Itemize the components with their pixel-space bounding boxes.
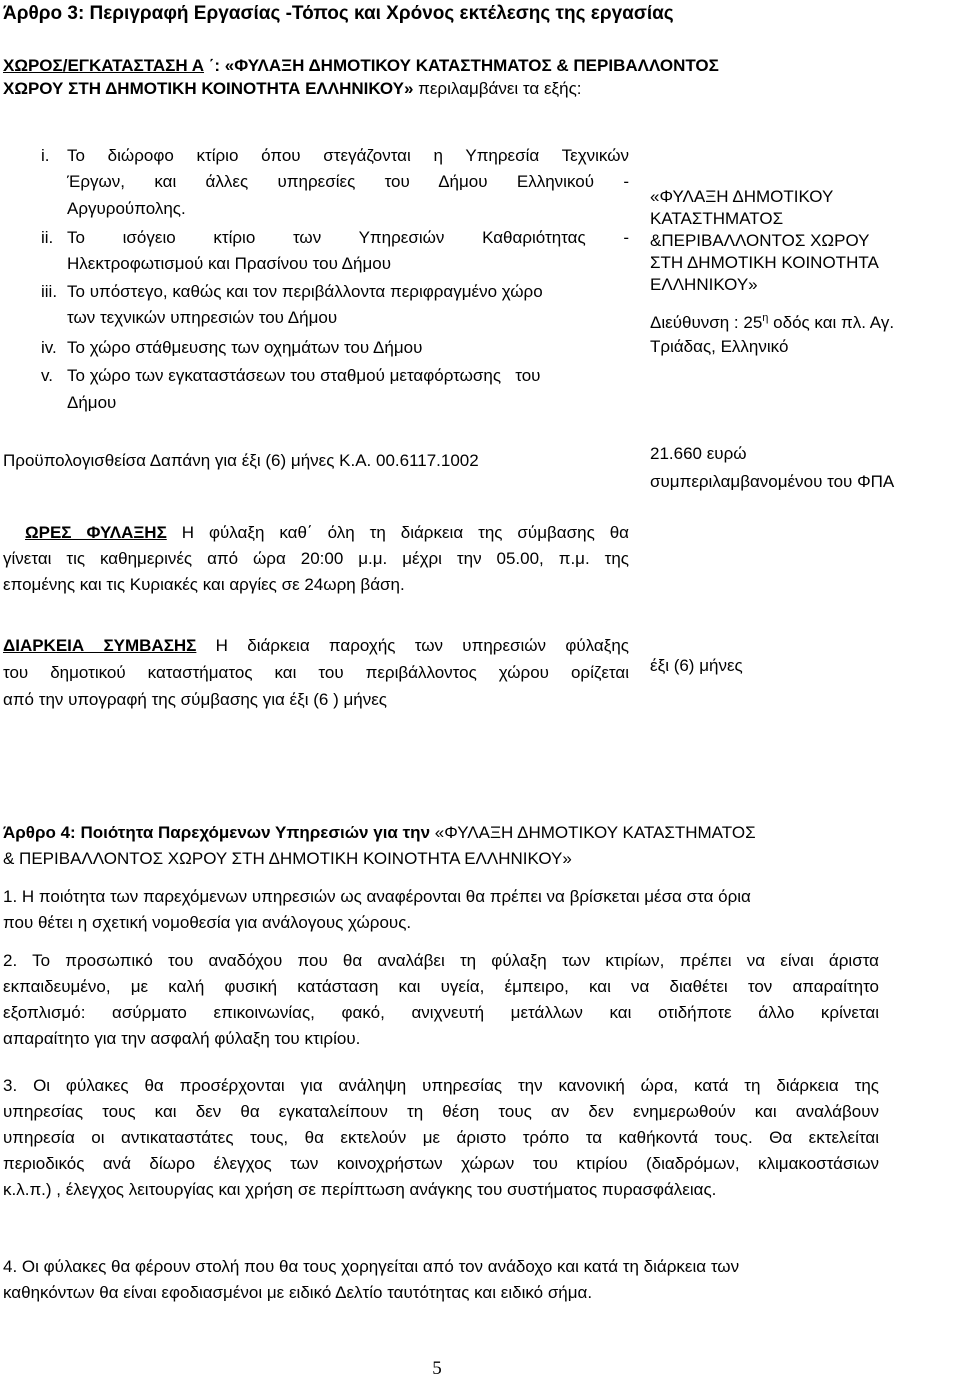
guard-hours-heading: ΩΡΕΣ ΦΥΛΑΞΗΣ: [25, 523, 167, 542]
paragraph-number: 1.: [3, 887, 18, 906]
location-label: ΧΩΡΟΣ/ΕΓΚΑΤΑΣΤΑΣΗ Α: [3, 56, 205, 75]
facility-name-line: ΚΑΤΑΣΤΗΜΑΤΟΣ: [650, 209, 784, 228]
budget-vat-note: συμπεριλαμβανομένου του ΦΠΑ: [650, 472, 895, 491]
contract-duration-heading: ΔΙΑΡΚΕΙΑ ΣΥΜΒΑΣΗΣ: [3, 636, 197, 655]
list-item-number: iii.: [41, 282, 58, 301]
list-item-text: Το χώρο των εγκαταστάσεων του σταθμού μεταφόρτωσης του: [67, 366, 541, 385]
guard-hours-text: γίνεται τις καθημερινές από ώρα 20:00 μ.μ. μέχρι την 05.00, π.μ. της: [3, 549, 629, 568]
paragraph-text: Οι φύλακες θα προσέρχονται για ανάληψη υπηρεσίας την κανονική ώρα, κατά τη διάρκεια της: [33, 1076, 879, 1095]
facility-box: [650, 184, 950, 360]
list-item-number: ii.: [41, 228, 54, 247]
budget-amount: 21.660 ευρώ: [650, 444, 747, 463]
list-item-text: Έργων, και άλλες υπηρεσίες του Δήμου Ελληνικού -: [67, 172, 629, 191]
paragraph: [3, 884, 879, 936]
paragraph-text: απαραίτητο για την ασφαλή φύλαξη του κτιρίου.: [3, 1029, 361, 1048]
paragraph-text: υπηρεσία οι αντικαταστάτες τους, θα εκτελούν με άριστο τρόπο τα καθήκοντά τους. Θα εκτελείται: [3, 1128, 879, 1147]
location-intro: περιλαμβάνει τα εξής:: [413, 79, 582, 98]
paragraph-text: καθηκόντων θα είναι εφοδιασμένοι με ειδικό Δελτίο ταυτότητας και ειδικό σήμα.: [3, 1283, 593, 1302]
facility-name-line: ΕΛΛΗΝΙΚΟΥ»: [650, 275, 758, 294]
paragraph-text: Το προσωπικό του αναδόχου που θα αναλάβει τη φύλαξη των κτιρίων, πρέπει να είναι άριστα: [32, 951, 880, 970]
paragraph-text: που θέτει η σχετική νομοθεσία για ανάλογους χώρους.: [3, 913, 412, 932]
article4-title-bold: Άρθρο 4: Ποιότητα Παρεχόμενων Υπηρεσιών για την: [3, 823, 431, 842]
article4-title: [3, 820, 903, 872]
contract-duration-value: έξι (6) μήνες: [650, 656, 743, 675]
paragraph-text: περιοδικός ανά δίωρο έλεγχος των κοινοχρήστων χώρων του κτιρίου (διαδρόμων, κλιμακοστάσιων: [3, 1154, 879, 1173]
facility-address: [650, 310, 950, 336]
contract-duration-text: Η διάρκεια παροχής των υπηρεσιών φύλαξης: [196, 636, 629, 655]
contract-duration-text: του δημοτικού καταστήματος και του περιβάλλοντος χώρου ορίζεται: [3, 663, 629, 682]
list-item: [41, 146, 629, 216]
paragraph: [3, 948, 879, 1052]
facility-name-line: «ΦΥΛΑΞΗ ΔΗΜΟΤΙΚΟΥ: [650, 187, 834, 206]
list-item-text: Ηλεκτροφωτισμού και Πρασίνου του Δήμου: [67, 254, 392, 273]
list-item-text: Αργυρούπολης.: [67, 199, 186, 218]
list-item-text: Το ισόγειο κτίριο των Υπηρεσιών Καθαριότητας -: [67, 228, 629, 247]
facility-name-line: ΣΤΗ ΔΗΜΟΤΙΚΗ ΚΟΙΝΟΤΗΤΑ: [650, 253, 879, 272]
guard-hours-text: επομένης και τις Κυριακές και αργίες σε 24ωρη βάση.: [3, 575, 405, 594]
paragraph-text: Η ποιότητα των παρεχόμενων υπηρεσιών ως αναφέρονται θα πρέπει να βρίσκεται μέσα στα όρια: [21, 887, 751, 906]
contract-duration: [3, 632, 629, 713]
page-number: 5: [432, 1358, 442, 1379]
budget-label: Προϋπολογισθείσα Δαπάνη για έξι (6) μήνες Κ.Α. 00.6117.1002: [3, 451, 479, 470]
list-item-text: Δήμου: [67, 393, 117, 412]
list-item-text: των τεχνικών υπηρεσιών του Δήμου: [67, 308, 338, 327]
article4-title-rest: «ΦΥΛΑΞΗ ΔΗΜΟΤΙΚΟΥ ΚΑΤΑΣΤΗΜΑΤΟΣ: [430, 823, 756, 842]
article4-title-line2: & ΠΕΡΙΒΑΛΛΟΝΤΟΣ ΧΩΡΟΥ ΣΤΗ ΔΗΜΟΤΙΚΗ ΚΟΙΝΟΤΗΤΑ ΕΛΛΗΝΙΚΟΥ»: [3, 849, 572, 868]
paragraph-number: 3.: [3, 1076, 18, 1095]
paragraph: [3, 1073, 879, 1203]
budget-value: [650, 441, 894, 495]
list-item-text: Το υπόστεγο, καθώς και τον περιβάλλοντα περιφραγμένο χώρο: [67, 282, 543, 301]
guard-hours-text: Η φύλαξη καθ΄ όλη τη διάρκεια της σύμβασης θα: [166, 523, 629, 542]
location-title-part2: ΧΩΡΟΥ ΣΤΗ ΔΗΜΟΤΙΚΗ ΚΟΙΝΟΤΗΤΑ ΕΛΛΗΝΙΚΟΥ»: [3, 79, 414, 98]
guard-hours: [3, 520, 629, 598]
facility-address-line2: Τριάδας, Ελληνικό: [650, 337, 789, 356]
list-item-text: Το χώρο στάθμευσης των οχημάτων του Δήμου: [67, 338, 423, 357]
list-item-number: iv.: [41, 338, 57, 357]
address-suffix: οδός και πλ. Αγ.: [768, 313, 895, 332]
facility-name-line: &ΠΕΡΙΒΑΛΛΟΝΤΟΣ ΧΩΡΟΥ: [650, 231, 870, 250]
address-prefix: Διεύθυνση : 25: [650, 313, 763, 332]
paragraph-number: 4.: [3, 1257, 18, 1276]
contract-duration-text: από την υπογραφή της σύμβασης για έξι (6 ) μήνες: [3, 690, 387, 709]
article3-title: Άρθρο 3: Περιγραφή Εργασίας -Τόπος και Χρόνος εκτέλεσης της εργασίας: [3, 3, 674, 24]
list-item-number: i.: [41, 146, 50, 165]
paragraph-text: υπηρεσίας τους και δεν θα εγκαταλείπουν τη θέση τους αν δεν ενημερωθούν και αναλάβουν: [3, 1102, 879, 1121]
address-sup: η: [762, 312, 769, 324]
paragraph: [3, 1254, 879, 1306]
location-label-mark: ΄: [204, 56, 215, 75]
list-item-number: v.: [41, 366, 53, 385]
list-item-text: Το διώροφο κτίριο όπου στεγάζονται η Υπηρεσία Τεχνικών: [67, 146, 629, 165]
paragraph-text: κ.λ.π.) , έλεγχος λειτουργίας και χρήση σε περίπτωση ανάγκης του συστήματος πυρασφάλειας.: [3, 1180, 717, 1199]
paragraph-text: εξοπλισμό: ασύρματο επικοινωνίας, φακό, ανιχνευτή μετάλλων και οτιδήποτε άλλο κρίνεται: [3, 1003, 879, 1022]
location-title-part1: : «ΦΥΛΑΞΗ ΔΗΜΟΤΙΚΟΥ ΚΑΤΑΣΤΗΜΑΤΟΣ & ΠΕΡΙΒΑΛΛΟΝΤΟΣ: [214, 56, 719, 75]
paragraph-text: εκπαιδευμένο, με καλή φυσική κατάσταση και υγεία, έμπειρο, και να διαθέτει τον απαραίτητο: [3, 977, 879, 996]
paragraph-text: Οι φύλακες θα φέρουν στολή που θα τους χορηγείται από τον ανάδοχο και κατά τη διάρκεια των: [21, 1257, 740, 1276]
paragraph-number: 2.: [3, 951, 18, 970]
